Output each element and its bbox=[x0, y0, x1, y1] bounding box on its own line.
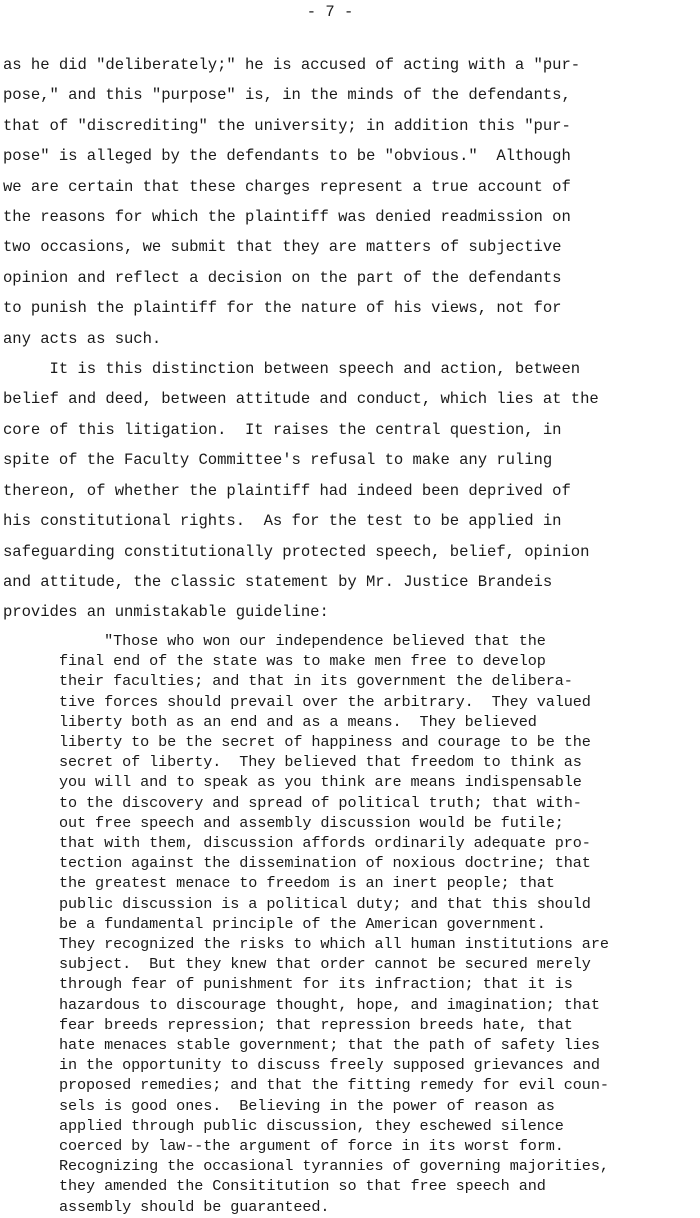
body-line: the reasons for which the plaintiff was denied readmission on bbox=[3, 208, 571, 227]
quote-line: liberty to be the secret of happiness and courage to be the bbox=[59, 733, 591, 752]
body-line: It is this distinction between speech and action, between bbox=[3, 360, 581, 379]
body-line: to punish the plaintiff for the nature of his views, not for bbox=[3, 299, 562, 318]
quote-line: they amended the Consititution so that free speech and bbox=[59, 1177, 546, 1196]
body-line: belief and deed, between attitude and conduct, which lies at the bbox=[3, 390, 599, 409]
body-line: opinion and reflect a decision on the part of the defendants bbox=[3, 268, 562, 287]
body-line: any acts as such. bbox=[3, 329, 162, 348]
quote-line: They recognized the risks to which all human institutions are bbox=[59, 935, 609, 954]
body-line: safeguarding constitutionally protected speech, belief, opinion bbox=[3, 542, 590, 561]
body-line: as he did "deliberately;" he is accused of acting with a "pur- bbox=[3, 56, 581, 74]
quote-line: you will and to speak as you think are means indispensable bbox=[59, 773, 582, 792]
quote-line: tection against the dissemination of noxious doctrine; that bbox=[59, 854, 591, 873]
body-line: core of this litigation. It raises the central question, in bbox=[3, 420, 562, 439]
quote-line: proposed remedies; and that the fitting remedy for evil coun- bbox=[59, 1076, 609, 1095]
quote-line: fear breeds repression; that repression breeds hate, that bbox=[59, 1015, 573, 1034]
quote-line: out free speech and assembly discussion would be futile; bbox=[59, 813, 564, 832]
quote-line: through fear of punishment for its infraction; that it is bbox=[59, 975, 573, 994]
quote-line: coerced by law--the argument of force in its worst form. bbox=[59, 1137, 564, 1156]
body-line: we are certain that these charges represent a true account of bbox=[3, 177, 571, 196]
quote-line: sels is good ones. Believing in the power of reason as bbox=[59, 1096, 555, 1115]
quote-line: subject. But they knew that order cannot be secured merely bbox=[59, 955, 591, 974]
brandeis-quote bbox=[59, 631, 609, 1217]
quote-line: secret of liberty. They believed that freedom to think as bbox=[59, 753, 582, 772]
body-line: and attitude, the classic statement by Mr. Justice Brandeis bbox=[3, 572, 553, 591]
body-text bbox=[3, 50, 599, 628]
quote-line: assembly should be guaranteed. bbox=[59, 1197, 330, 1216]
body-line: pose," and this "purpose" is, in the minds of the defendants, bbox=[3, 86, 571, 105]
quote-line: to the discovery and spread of political truth; that with- bbox=[59, 793, 582, 812]
quote-line: in the opportunity to discuss freely supposed grievances and bbox=[59, 1056, 600, 1075]
quote-line: be a fundamental principle of the American government. bbox=[59, 914, 546, 933]
quote-line: "Those who won our independence believed that the bbox=[59, 632, 546, 650]
body-line: pose" is alleged by the defendants to be "obvious." Although bbox=[3, 147, 571, 166]
quote-line: Recognizing the occasional tyrannies of governing majorities, bbox=[59, 1157, 609, 1176]
body-line: two occasions, we submit that they are matters of subjective bbox=[3, 238, 562, 257]
body-line: his constitutional rights. As for the test to be applied in bbox=[3, 512, 562, 531]
body-line: provides an unmistakable guideline: bbox=[3, 603, 329, 622]
body-line: that of "discrediting" the university; in addition this "pur- bbox=[3, 116, 571, 135]
page-number: - 7 - bbox=[306, 3, 354, 21]
body-line: spite of the Faculty Committee's refusal to make any ruling bbox=[3, 451, 553, 470]
quote-line: that with them, discussion affords ordinarily adequate pro- bbox=[59, 834, 591, 853]
quote-line: the greatest menace to freedom is an inert people; that bbox=[59, 874, 555, 893]
quote-line: public discussion is a political duty; and that this should bbox=[59, 894, 591, 913]
body-line: thereon, of whether the plaintiff had indeed been deprived of bbox=[3, 481, 571, 500]
quote-line: final end of the state was to make men free to develop bbox=[59, 652, 546, 671]
quote-line: liberty both as an end and as a means. They believed bbox=[59, 712, 537, 731]
quote-line: tive forces should prevail over the arbitrary. They valued bbox=[59, 692, 591, 711]
quote-line: hate menaces stable government; that the path of safety lies bbox=[59, 1036, 600, 1055]
quote-line: hazardous to discourage thought, hope, and imagination; that bbox=[59, 995, 600, 1014]
quote-line: their faculties; and that in its government the delibera- bbox=[59, 672, 573, 691]
quote-line: applied through public discussion, they eschewed silence bbox=[59, 1116, 564, 1135]
